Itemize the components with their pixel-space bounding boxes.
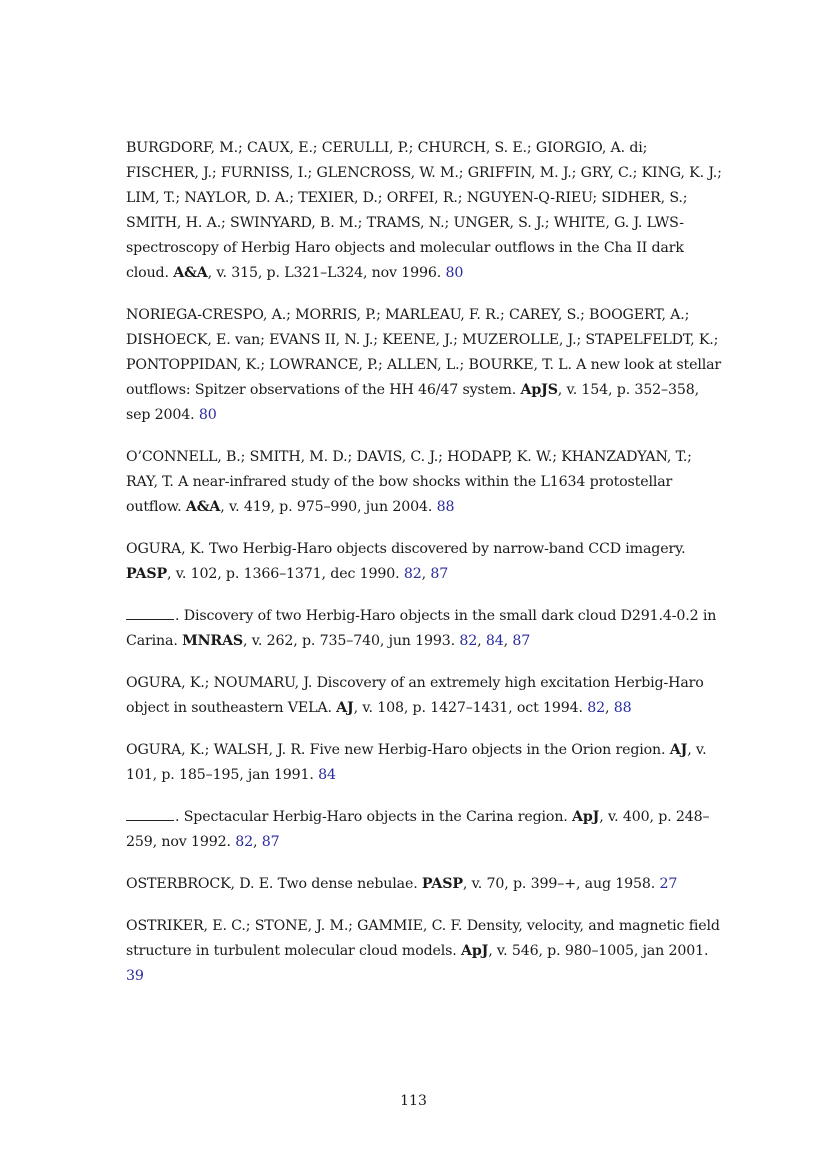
back-reference-link[interactable]: 87 — [430, 566, 449, 582]
reference-authors: OSTERBROCK, D. E. — [126, 876, 274, 892]
reference-journal: MNRAS — [182, 633, 244, 649]
reference-entry: . Spectacular Herbig-Haro objects in the Carina region. ApJ, v. 400, p. 248–259, nov 1992. 82, 87 — [126, 805, 722, 855]
reference-details: , v. 101, p. 185–195, jan 1991. — [126, 742, 707, 783]
reference-entry: . Discovery of two Herbig-Haro objects in the small dark cloud D291.4-0.2 in Carina. MNRAS, v. 262, p. 735–740, jun 1993. 82, 84, 87 — [126, 604, 722, 654]
back-reference-link[interactable]: 88 — [436, 499, 455, 515]
reference-title: . Spectacular Herbig-Haro objects in the Carina region. — [175, 809, 573, 825]
reference-authors: BURGDORF, M.; CAUX, E.; CERULLI, P.; CHURCH, S. E.; GIORGIO, A. di; FISCHER, J.; FURNISS, I.; GLENCROSS, W. M.; GRIFFIN, M. J.; GRY, C.; KING, K. J.; LIM, T.; NAYLOR, D. A.; TEXIER, D.; ORFEI, R.; NGUYEN-Q-RIEU; SIDHER, S.; SMITH, H. A.; SWINYARD, B. M.; TRAMS, N.; UNGER, S. J.; WHITE, G. J. — [126, 140, 722, 231]
reference-authors: OGURA, K. — [126, 541, 205, 557]
reference-entry: OGURA, K.; NOUMARU, J. Discovery of an extremely high excitation Herbig-Haro object in southeastern VELA. AJ, v. 108, p. 1427–1431, oct 1994. 82, 88 — [126, 675, 704, 716]
back-reference-link[interactable]: 80 — [445, 265, 464, 281]
reference-authors: OGURA, K.; WALSH, J. R. — [126, 742, 306, 758]
reference-title: Two Herbig-Haro objects discovered by narrow-band CCD imagery. — [204, 541, 686, 557]
reference-authors: OSTRIKER, E. C.; STONE, J. M.; GAMMIE, C. F. — [126, 918, 463, 934]
reference-journal: A&A — [173, 265, 208, 281]
reference-entry: OGURA, K. Two Herbig-Haro objects discovered by narrow-band CCD imagery. PASP, v. 102, p. 1366–1371, dec 1990. 82, 87 — [126, 541, 686, 582]
reference-journal: AJ — [669, 742, 688, 758]
reference-journal: ApJS — [520, 382, 558, 398]
reference-title: LWS-spectroscopy of Herbig Haro objects and molecular outflows in the Cha II dark cloud. — [126, 215, 684, 281]
reference-details: , v. 102, p. 1366–1371, dec 1990. — [166, 566, 404, 582]
reference-title: . Discovery of two Herbig-Haro objects in the small dark cloud D291.4-0.2 in Carina. — [126, 608, 717, 649]
reference-entry — [126, 136, 722, 286]
reference-journal: PASP — [126, 566, 167, 582]
reference-details: , v. 546, p. 980–1005, jan 2001. — [488, 943, 709, 959]
reference-journal: PASP — [421, 876, 463, 892]
reference-authors: O’CONNELL, B.; SMITH, M. D.; DAVIS, C. J.; HODAPP, K. W.; KHANZADYAN, T.; RAY, T. — [126, 449, 692, 490]
back-reference-link[interactable]: 84 — [318, 767, 336, 783]
back-reference-link[interactable]: 84 — [485, 633, 504, 649]
reference-title: Five new Herbig-Haro objects in the Orion region. — [305, 742, 670, 758]
reference-title: Discovery of an extremely high excitation Herbig-Haro object in southeastern VELA. — [126, 675, 704, 716]
back-reference-link[interactable]: 87 — [512, 633, 531, 649]
reference-authors: NORIEGA-CRESPO, A.; MORRIS, P.; MARLEAU, F. R.; CAREY, S.; BOOGERT, A.; DISHOECK, E. van; EVANS II, N. J.; KEENE, J.; MUZEROLLE, J.; STAPELFELDT, K.; PONTOPPIDAN, K.; LOWRANCE, P.; ALLEN, L.; BOURKE, T. L. — [126, 307, 719, 373]
reference-journal: AJ — [336, 700, 354, 716]
reference-title: A near-infrared study of the bow shocks within the L1634 protostellar outflow. — [126, 474, 673, 515]
repeated-author-dash — [126, 606, 174, 620]
back-reference-link[interactable]: 88 — [613, 700, 632, 716]
reference-details: , v. 419, p. 975–990, jun 2004. — [220, 499, 437, 515]
back-reference-link[interactable]: 27 — [659, 876, 678, 892]
reference-title: Two dense nebulae. — [273, 876, 422, 892]
reference-details: , v. 70, p. 399–+, aug 1958. — [462, 876, 660, 892]
back-reference-link[interactable]: 82 — [403, 566, 422, 582]
back-reference-link[interactable]: 82 — [459, 633, 478, 649]
reference-journal: ApJ — [572, 809, 600, 825]
back-reference-link[interactable]: 87 — [261, 834, 280, 850]
reference-entry — [126, 914, 722, 989]
page-number: 113 — [400, 1093, 427, 1109]
back-reference-link[interactable]: 82 — [235, 834, 253, 850]
reference-details: , v. 262, p. 735–740, jun 1993. — [243, 633, 460, 649]
reference-details: , v. 154, p. 352–358, sep 2004. — [126, 382, 699, 423]
reference-entry — [126, 445, 722, 520]
back-reference-link[interactable]: 80 — [198, 407, 217, 423]
reference-journal: ApJ — [461, 943, 489, 959]
reference-details: , v. 108, p. 1427–1431, oct 1994. — [353, 700, 588, 716]
reference-entry — [126, 872, 722, 897]
back-reference-link[interactable]: 82 — [587, 700, 605, 716]
reference-entry — [126, 303, 722, 428]
reference-entry — [126, 738, 722, 788]
reference-title: A new look at stellar outflows: Spitzer observations of the HH 46/47 system. — [126, 357, 722, 398]
repeated-author-dash — [126, 807, 174, 821]
back-reference-link[interactable]: 39 — [126, 968, 144, 984]
reference-list — [126, 136, 722, 1006]
reference-title: Density, velocity, and magnetic field structure in turbulent molecular cloud models. — [126, 918, 720, 959]
reference-details: , v. 400, p. 248–259, nov 1992. — [126, 809, 710, 850]
reference-journal: A&A — [185, 499, 221, 515]
reference-authors: OGURA, K.; NOUMARU, J. — [126, 675, 313, 691]
reference-details: , v. 315, p. L321–L324, nov 1996. — [207, 265, 446, 281]
